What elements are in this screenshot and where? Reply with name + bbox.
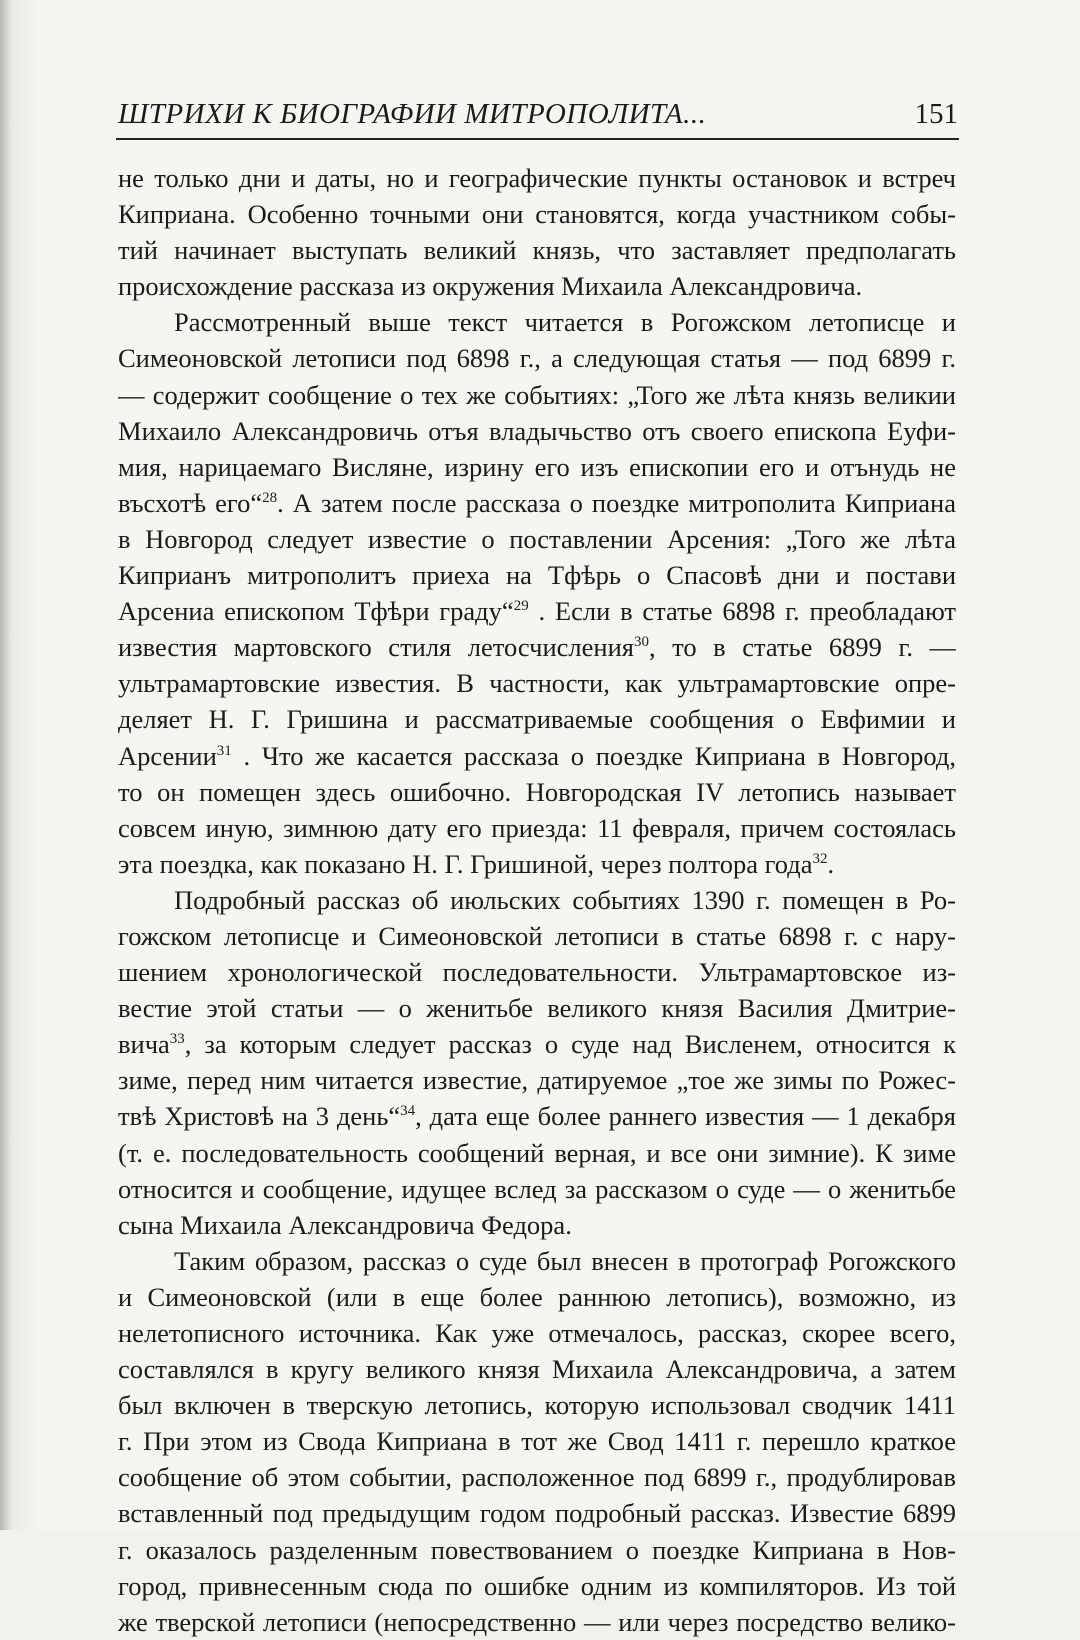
text-line — [118, 1062, 956, 1098]
line-text: ультрамартовские известия. В частности, как ультрамартовские опре- — [118, 668, 956, 699]
text-line — [118, 1459, 956, 1495]
text-line — [118, 160, 956, 196]
line-text: деляет Н. Г. Гришина и рассматриваемые сообщения о Евфимии и — [118, 704, 956, 735]
line-text: сына Михаила Александровича Федора. — [118, 1209, 572, 1240]
text-line — [118, 1171, 956, 1207]
text-line — [118, 774, 956, 810]
line-text: Симеоновской летописи под 6898 г., а следующая статья — под 6899 г. — [118, 343, 956, 374]
line-text-continued: . Если в статье 6898 г. преобладают — [528, 596, 956, 627]
text-line — [118, 1135, 956, 1171]
line-text: гожском летописце и Симеоновской летописи в статье 6898 г. с нару- — [118, 920, 956, 951]
text-line — [118, 485, 956, 521]
line-text-continued: . А затем после рассказа о поездке митрополита Киприана — [277, 487, 956, 518]
line-text: г. оказалось разделенным повествованием о поездке Киприана в Нов- — [118, 1534, 956, 1565]
line-text: мия, нарицаемаго Висляне, изрину его изъ епископии его и отънудь не — [118, 451, 956, 482]
text-line — [118, 593, 956, 629]
line-text-continued: , дата еще более раннего известия — 1 декабря — [415, 1101, 956, 1132]
line-text: зиме, перед ним читается известие, датируемое „тое же зимы по Рожес- — [118, 1065, 956, 1096]
line-text: вича — [118, 1029, 170, 1060]
line-text-continued: , за которым следует рассказ о суде над Висленем, относится к — [184, 1029, 956, 1060]
footnote-ref: 28 — [262, 490, 278, 507]
text-line — [118, 1243, 956, 1279]
text-line — [118, 449, 956, 485]
text-line — [118, 990, 956, 1026]
text-line — [118, 701, 956, 737]
line-text: эта поездка, как показано Н. Г. Гришиной, через полтора года — [118, 848, 813, 879]
line-text: въсхотѣ его“ — [118, 487, 263, 518]
line-text: и Симеоновской (или в еще более раннюю летопись), возможно, из — [118, 1281, 956, 1312]
line-text: составлялся в кругу великого князя Михаила Александровича, а затем — [118, 1354, 956, 1385]
line-text: шением хронологической последовательности. Ультрамартовское из- — [118, 957, 956, 988]
line-text: твѣ Христовѣ на 3 день“ — [118, 1101, 401, 1132]
line-text: же тверской летописи (непосредственно — или через посредство велико- — [118, 1606, 956, 1637]
text-line — [118, 1098, 956, 1134]
line-text: вестие этой статьи — о женитьбе великого князя Василия Дмитрие- — [118, 993, 956, 1024]
line-text: то он помещен здесь ошибочно. Новгородская IV летопись называет — [118, 776, 956, 807]
text-line — [118, 1351, 956, 1387]
text-line — [118, 1207, 956, 1243]
line-text: тий начинает выступать великий князь, что заставляет предполагать — [118, 235, 956, 266]
footnote-ref: 29 — [513, 598, 529, 615]
line-text: нелетописного источника. Как уже отмечалось, рассказ, скорее всего, — [118, 1318, 956, 1348]
text-line — [118, 1387, 956, 1423]
text-line — [118, 377, 956, 413]
page-number: 151 — [914, 98, 958, 130]
line-text: город, привнесенным сюда по ошибке одним из компиляторов. Из той — [118, 1570, 956, 1601]
line-text-continued: . — [827, 848, 835, 879]
footnote-ref: 30 — [633, 634, 649, 651]
line-text: известия мартовского стиля летосчисления — [118, 632, 634, 663]
text-line — [118, 1315, 956, 1351]
text-line — [118, 629, 956, 665]
spine-shadow — [0, 0, 10, 1530]
text-line — [118, 738, 956, 774]
line-text: Подробный рассказ об июльских событиях 1390 г. помещен в Ро- — [174, 884, 956, 915]
text-line — [118, 521, 956, 557]
text-line — [118, 413, 956, 449]
text-line — [118, 918, 956, 954]
footnote-ref: 31 — [216, 742, 232, 759]
running-title: ШТРИХИ К БИОГРАФИИ МИТРОПОЛИТА... — [118, 98, 707, 130]
footnote-ref: 32 — [812, 850, 828, 867]
text-line — [118, 846, 956, 882]
text-line — [118, 665, 956, 701]
line-text: вставленный под предыдущим годом подробный рассказ. Известие 6899 — [118, 1498, 956, 1529]
text-line — [118, 1495, 956, 1531]
text-line — [118, 954, 956, 990]
line-text: Таким образом, рассказ о суде был внесен в протограф Рогожского — [174, 1245, 956, 1276]
text-line — [118, 1568, 956, 1604]
line-text: совсем иную, зимнюю дату его приезда: 11 февраля, причем состоялась — [118, 812, 956, 843]
text-line — [118, 1026, 956, 1062]
line-text: г. При этом из Свода Киприана в тот же Свод 1411 г. перешло краткое — [118, 1426, 956, 1457]
line-text: относится и сообщение, идущее вслед за рассказом о суде — о женитьбе — [118, 1173, 956, 1204]
header-rule — [116, 138, 959, 140]
text-line — [118, 304, 956, 340]
text-line — [118, 1532, 956, 1568]
line-text: происхождение рассказа из окружения Михаила Александровича. — [118, 271, 863, 302]
text-line — [118, 1604, 956, 1640]
line-text: Рассмотренный выше текст читается в Рогожском летописце и — [174, 307, 956, 338]
text-line — [118, 557, 956, 593]
text-line — [118, 196, 956, 232]
line-text: не только дни и даты, но и географические пункты остановок и встреч — [118, 163, 956, 193]
footnote-ref: 33 — [169, 1031, 185, 1048]
text-line — [118, 1423, 956, 1459]
footnote-ref: 34 — [400, 1103, 416, 1120]
line-text: Киприана. Особенно точными они становятся, когда участником собы- — [118, 199, 956, 230]
line-text: в Новгород следует известие о поставлении Арсения: „Того же лѣта — [118, 523, 956, 554]
text-line — [118, 1279, 956, 1315]
text-line — [118, 810, 956, 846]
line-text-continued: , то в статье 6899 г. — — [648, 632, 956, 663]
line-text: сообщение об этом событии, расположенное под 6899 г., продублировав — [118, 1462, 956, 1493]
line-text: Арсении — [118, 740, 217, 771]
line-text: Киприанъ митрополитъ приеха на Тфѣрь о Спасовѣ дни и постави — [118, 560, 956, 591]
text-line — [118, 882, 956, 918]
line-text: (т. е. последовательность сообщений верная, и все они зимние). К зиме — [118, 1137, 956, 1168]
line-text: был включен в тверскую летопись, которую использовал сводчик 1411 — [118, 1390, 956, 1421]
text-line — [118, 268, 956, 304]
line-text: — содержит сообщение о тех же событиях: „Того же лѣта князь великии — [118, 379, 956, 410]
line-text-continued: . Что же касается рассказа о поездке Киприана в Новгород, — [231, 740, 956, 771]
text-line — [118, 232, 956, 268]
body-text — [118, 160, 956, 1640]
running-header — [118, 98, 958, 142]
line-text: Михаило Александровичь отъя владычьство отъ своего епископа Еуфи- — [118, 415, 956, 446]
line-text: Арсениа епископом Тфѣри граду“ — [118, 596, 514, 627]
text-line — [118, 340, 956, 376]
